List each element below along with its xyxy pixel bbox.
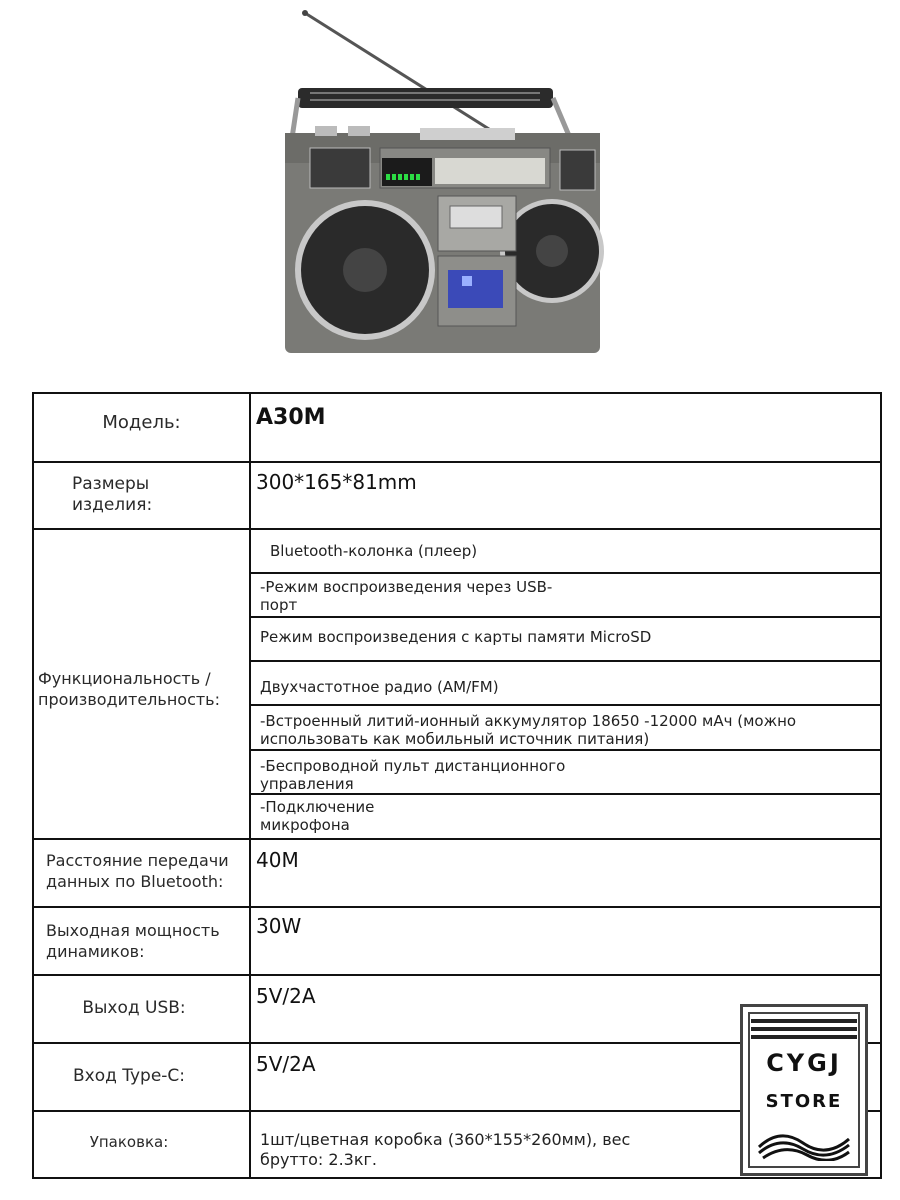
row-divider: [34, 838, 880, 840]
functions-label: Функциональность /производительность:: [38, 669, 220, 709]
power-value: 30W: [256, 914, 302, 938]
function-item: -Режим воспроизведения через USB-порт: [260, 578, 553, 614]
function-item: -Встроенный литий-ионный аккумулятор 18650 -12000 мАч (можно использовать как мобильный источник питания): [260, 712, 797, 748]
store-logo: [740, 1004, 868, 1176]
function-item: -Беспроводной пульт дистанционного управления: [260, 757, 566, 793]
row-divider: [34, 974, 880, 976]
column-divider: [249, 394, 251, 1177]
bt-distance-value: 40M: [256, 848, 299, 872]
model-value: A30M: [256, 405, 326, 430]
usb-out-value: 5V/2A: [256, 984, 316, 1008]
typec-in-value: 5V/2A: [256, 1052, 316, 1076]
usb-out-label: Выход USB:: [82, 998, 186, 1018]
function-item: Bluetooth-колонка (плеер): [270, 542, 478, 560]
size-value: 300*165*81mm: [256, 470, 417, 494]
wave-logo-icon: [755, 1125, 853, 1161]
package-label: Упаковка:: [89, 1133, 169, 1151]
package-value: 1шт/цветная коробка (360*155*260мм), вес брутто: 2.3кг.: [260, 1130, 631, 1169]
function-item: Режим воспроизведения с карты памяти MicroSD: [260, 628, 652, 646]
logo-line2: STORE: [765, 1091, 843, 1112]
row-divider: [34, 906, 880, 908]
model-label: Модель:: [102, 412, 181, 433]
function-divider: [249, 793, 880, 795]
function-divider: [249, 616, 880, 618]
logo-line1: CYGJ: [766, 1049, 842, 1077]
typec-in-label: Вход Type-C:: [72, 1066, 186, 1086]
function-divider: [249, 660, 880, 662]
function-divider: [249, 572, 880, 574]
row-divider: [34, 461, 880, 463]
function-divider: [249, 749, 880, 751]
function-item: Двухчастотное радио (AM/FM): [260, 678, 499, 696]
row-divider: [34, 528, 880, 530]
bt-distance-label: Расстояние передачи данных по Bluetooth:: [46, 851, 229, 891]
function-item: -Подключение микрофона: [260, 798, 375, 834]
size-label: Размеры изделия:: [72, 474, 153, 515]
boombox-radio-icon: [270, 8, 615, 363]
function-divider: [249, 704, 880, 706]
power-label: Выходная мощность динамиков:: [46, 921, 220, 961]
